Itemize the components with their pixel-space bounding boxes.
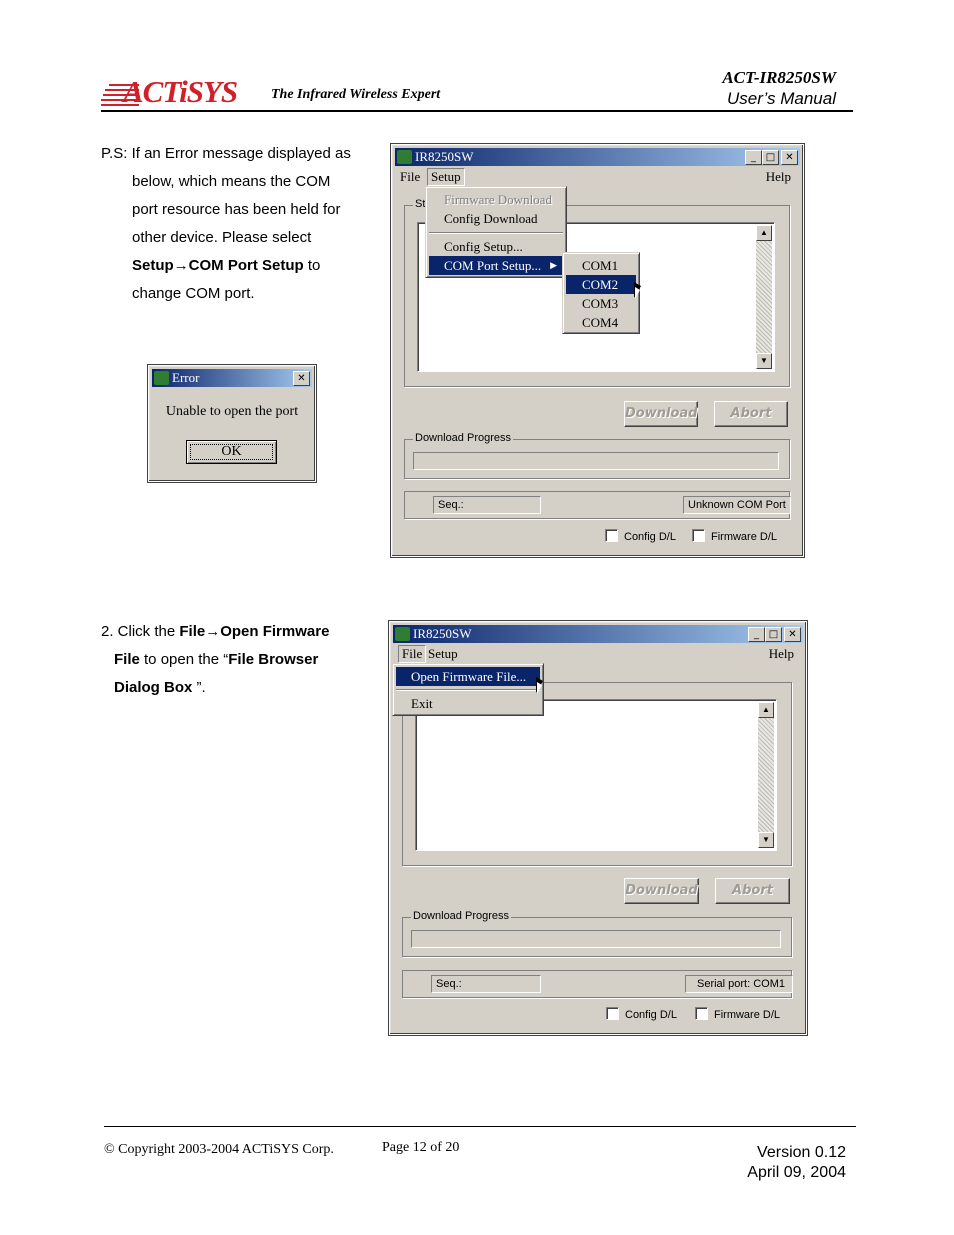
header-rule <box>101 110 853 112</box>
ps-line-2: below, which means the COM <box>132 173 331 190</box>
setup-dropdown <box>425 186 567 278</box>
checkbox-icon[interactable] <box>695 1007 708 1020</box>
menu-item-com2[interactable]: COM2 <box>566 275 636 294</box>
download-button[interactable]: Download <box>624 401 698 427</box>
window1-title-bar <box>395 148 800 166</box>
app-icon <box>154 371 169 385</box>
mouse-cursor-icon <box>536 677 543 693</box>
ir8250sw-window-2 <box>389 621 807 1035</box>
step2-text <box>101 618 381 702</box>
com-submenu <box>562 252 640 334</box>
checkbox-icon[interactable] <box>692 529 705 542</box>
progress-bar <box>413 452 779 470</box>
window2-menubar <box>393 645 803 663</box>
menu-item-firmware-download: Firmware Download <box>444 192 552 207</box>
firmware-dl-checkbox[interactable]: Firmware D/L <box>695 1007 780 1022</box>
firmware-dl-checkbox[interactable]: Firmware D/L <box>692 529 777 544</box>
vertical-scrollbar[interactable] <box>758 702 774 848</box>
log-textarea[interactable] <box>415 699 777 851</box>
ps-line-6: change COM port. <box>132 285 255 302</box>
footer-date: April 09, 2004 <box>747 1164 846 1181</box>
minimize-icon[interactable]: _ <box>745 150 762 165</box>
scroll-down-icon[interactable]: ▼ <box>756 353 772 369</box>
submenu-arrow-icon: ▶ <box>550 260 557 270</box>
ps-line-3: port resource has been held for <box>132 201 341 218</box>
step2-line-1: 2. Click the File→Open Firmware <box>101 623 330 640</box>
mouse-cursor-icon <box>634 282 641 298</box>
logo-tagline: The Infrared Wireless Expert <box>271 87 441 102</box>
menu-item-config-setup[interactable]: Config Setup... <box>444 239 523 254</box>
menu-separator <box>396 689 540 691</box>
error-title: Error <box>172 370 200 385</box>
footer-rule <box>104 1126 856 1127</box>
vertical-scrollbar[interactable] <box>756 225 772 369</box>
menu-file[interactable]: File <box>398 645 426 663</box>
menu-item-com3[interactable]: COM3 <box>582 296 619 311</box>
maximize-icon[interactable]: □ <box>762 150 779 165</box>
footer-version: Version 0.12 <box>757 1144 846 1161</box>
config-dl-checkbox[interactable]: Config D/L <box>606 1007 677 1022</box>
app-icon <box>397 150 412 164</box>
scroll-up-icon[interactable]: ▲ <box>756 225 772 241</box>
scroll-up-icon[interactable]: ▲ <box>758 702 774 718</box>
menu-help[interactable]: Help <box>768 646 794 661</box>
abort-button[interactable]: Abort <box>715 878 790 904</box>
download-progress-label: Download Progress <box>415 432 511 444</box>
download-button[interactable]: Download <box>624 878 699 904</box>
window2-title-bar <box>393 625 803 643</box>
download-progress-label: Download Progress <box>413 910 509 922</box>
close-icon[interactable]: ✕ <box>784 627 801 642</box>
checkbox-icon[interactable] <box>605 529 618 542</box>
ps-line-1: P.S: If an Error message displayed as <box>101 145 351 162</box>
window2-title: IR8250SW <box>413 626 472 641</box>
download-progress-group <box>402 910 792 957</box>
seq-field: Seq.: <box>431 975 541 993</box>
error-title-bar <box>152 369 312 387</box>
menu-item-exit[interactable]: Exit <box>411 696 433 711</box>
header-manual: User’s Manual <box>727 89 836 108</box>
header-product: ACT-IR8250SW <box>722 68 836 87</box>
menu-item-open-firmware-file[interactable]: Open Firmware File... <box>396 667 540 686</box>
close-icon[interactable]: ✕ <box>293 371 310 386</box>
menu-setup[interactable]: Setup <box>428 646 458 661</box>
step2-line-2: File to open the “File Browser <box>114 651 319 668</box>
maximize-icon[interactable]: □ <box>765 627 782 642</box>
progress-bar <box>411 930 781 948</box>
status-group-label: St <box>415 198 426 210</box>
ps-note <box>101 140 381 308</box>
error-dialog <box>148 365 316 482</box>
com-status-field: Unknown COM Port <box>683 496 791 514</box>
step2-line-3: Dialog Box ”. <box>114 679 206 696</box>
error-message: Unable to open the port <box>165 404 299 419</box>
app-icon <box>395 627 410 641</box>
status-bar-group <box>402 970 792 998</box>
window1-menubar <box>395 168 800 186</box>
minimize-icon[interactable]: _ <box>748 627 765 642</box>
menu-item-config-download[interactable]: Config Download <box>444 211 538 226</box>
scroll-down-icon[interactable]: ▼ <box>758 832 774 848</box>
menu-separator <box>429 232 563 234</box>
menu-item-com-port-setup[interactable]: COM Port Setup... ▶ <box>429 256 563 275</box>
footer-page-number: Page 12 of 20 <box>382 1140 460 1155</box>
download-progress-group <box>404 432 790 479</box>
file-dropdown <box>392 663 544 716</box>
window1-title: IR8250SW <box>415 149 474 164</box>
status-bar-group <box>404 491 790 519</box>
menu-item-com4[interactable]: COM4 <box>582 315 619 330</box>
ir8250sw-window-1 <box>391 144 804 557</box>
menu-help[interactable]: Help <box>765 169 791 184</box>
ok-button[interactable]: OK <box>186 440 277 464</box>
checkbox-icon[interactable] <box>606 1007 619 1020</box>
menu-setup[interactable]: Setup <box>427 168 465 186</box>
seq-field: Seq.: <box>433 496 541 514</box>
footer-copyright: © Copyright 2003-2004 ACTiSYS Corp. <box>104 1142 334 1157</box>
footer-version-block <box>747 1143 846 1183</box>
config-dl-checkbox[interactable]: Config D/L <box>605 529 676 544</box>
ps-line-4: other device. Please select <box>132 229 312 246</box>
ps-line-5: Setup→COM Port Setup to <box>132 257 321 274</box>
logo-wordmark: ACTiSYS <box>123 74 238 109</box>
com-status-field: Serial port: COM1 <box>685 975 793 993</box>
close-icon[interactable]: ✕ <box>781 150 798 165</box>
menu-file[interactable]: File <box>400 169 421 184</box>
abort-button[interactable]: Abort <box>714 401 788 427</box>
menu-item-com1[interactable]: COM1 <box>582 258 619 273</box>
